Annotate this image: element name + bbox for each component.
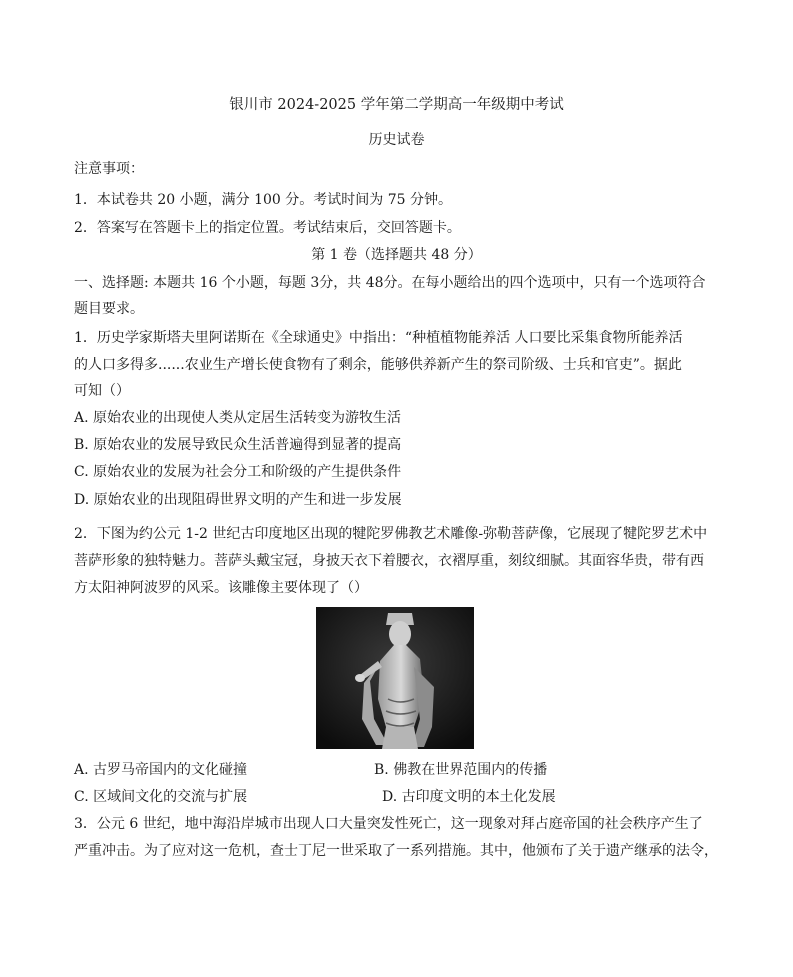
- question-1-stem-line: 可知（）: [74, 383, 130, 399]
- section-instruction-line: 一、选择题: 本题共 16 个小题，每题 3分，共 48分。在每小题给出的四个选项中，只有一个选项符合: [74, 275, 706, 291]
- question-2-option-d: D. 古印度文明的本土化发展: [382, 789, 556, 805]
- section-title: 第 1 卷（选择题共 48 分）: [311, 247, 482, 263]
- question-1-option-b: B. 原始农业的发展导致民众生活普遍得到显著的提高: [74, 437, 402, 453]
- section-instruction-line: 题目要求。: [74, 301, 144, 317]
- question-1-option-a: A. 原始农业的出现使人类从定居生活转变为游牧生活: [74, 410, 402, 426]
- question-2-option-a: A. 古罗马帝国内的文化碰撞: [74, 762, 248, 778]
- question-2-option-c: C. 区域间文化的交流与扩展: [74, 789, 248, 805]
- question-2-option-b: B. 佛教在世界范围内的传播: [374, 762, 548, 778]
- exam-title: 银川市 2024-2025 学年第二学期高一年级期中考试: [229, 97, 564, 113]
- question-3-stem-line: 严重冲击。为了应对这一危机，查士丁尼一世采取了一系列措施。其中，他颁布了关于遗产继承的法令，: [74, 843, 718, 859]
- question-1-option-c: C. 原始农业的发展为社会分工和阶级的产生提供条件: [74, 464, 402, 480]
- exam-subtitle: 历史试卷: [368, 132, 425, 148]
- question-2-stem-line: 菩萨形象的独特魅力。菩萨头戴宝冠，身披天衣下着腰衣，衣褶厚重，刻纹细腻。其面容华贵，带有西: [74, 553, 704, 569]
- question-2-stem-line: 2．下图为约公元 1-2 世纪古印度地区出现的犍陀罗佛教艺术雕像-弥勒菩萨像，它展现了犍陀罗艺术中: [74, 526, 708, 542]
- notice-item: 1．本试卷共 20 小题，满分 100 分。考试时间为 75 分钟。: [74, 192, 452, 208]
- question-1-stem-line: 1．历史学家斯塔夫里阿诺斯在《全球通史》中指出：“种植植物能养活 人口要比采集食物所能养活: [74, 330, 683, 346]
- bodhisattva-statue-image: [316, 607, 474, 749]
- notice-item: 2．答案写在答题卡上的指定位置。考试结束后，交回答题卡。: [74, 220, 461, 236]
- question-2-stem-line: 方太阳神阿波罗的风采。该雕像主要体现了（）: [74, 580, 368, 596]
- question-1-stem-line: 的人口多得多......农业生产增长使食物有了剩余，能够供养新产生的祭司阶级、士兵和官吏”。据此: [74, 357, 682, 373]
- question-1-option-d: D. 原始农业的出现阻碍世界文明的产生和进一步发展: [74, 492, 402, 508]
- statue-illustration: [316, 607, 474, 749]
- notice-heading: 注意事项：: [74, 161, 144, 177]
- question-3-stem-line: 3．公元 6 世纪，地中海沿岸城市出现人口大量突发性死亡，这一现象对拜占庭帝国的社会秩序产生了: [74, 816, 703, 832]
